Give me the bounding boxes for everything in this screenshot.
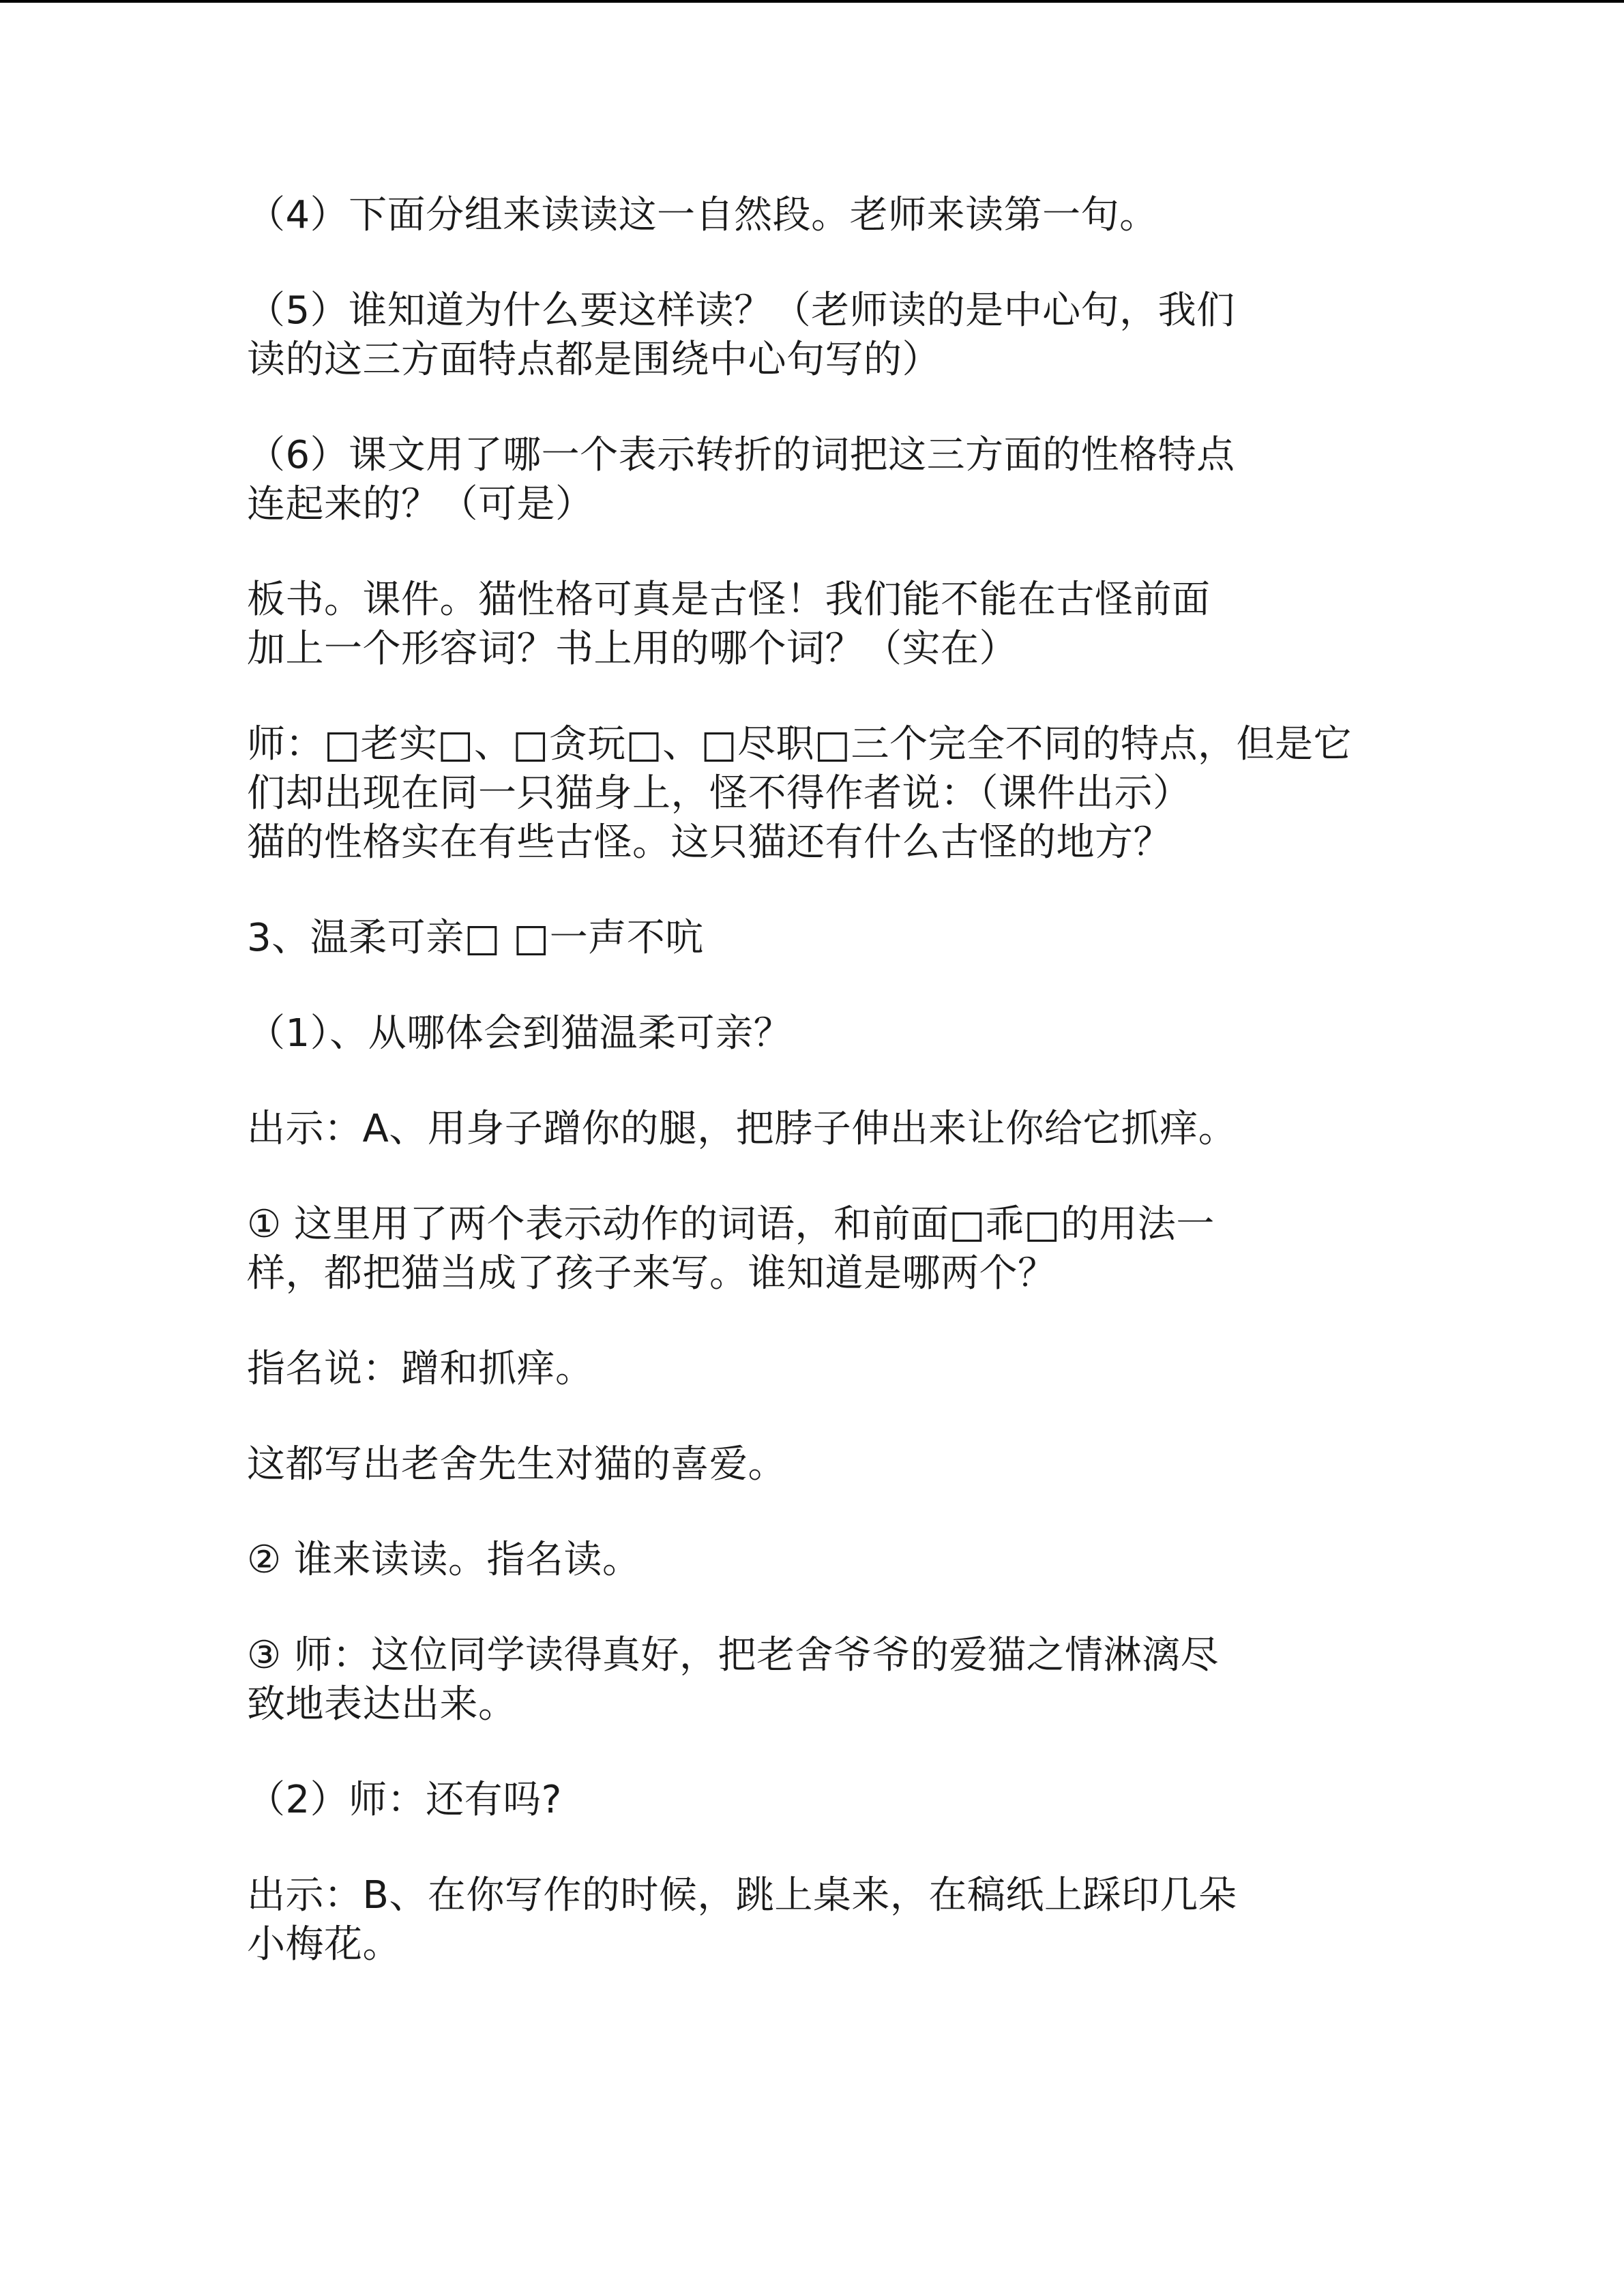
- page-top-border: [0, 0, 1624, 3]
- paragraph-6-transition-word: [247, 431, 1379, 529]
- paragraph-question-1: [247, 1009, 1379, 1058]
- section-heading-gentle: [247, 914, 1379, 963]
- text-line: （2）师：还有吗?: [247, 1778, 562, 1822]
- text-line: （6）课文用了哪一个表示转折的词把这三方面的性格特点: [247, 433, 1235, 477]
- text-line: （4）下面分组来读读这一自然段。老师来读第一句。: [247, 193, 1158, 237]
- paragraph-5-why-read: [247, 286, 1379, 385]
- text-line: （5）谁知道为什么要这样读？（老师读的是中心句，我们: [247, 288, 1235, 333]
- text-line: 出示：A、用身子蹭你的腿，把脖子伸出来让你给它抓痒。: [247, 1107, 1237, 1151]
- paragraph-point-1: [247, 1200, 1379, 1298]
- text-line: 样，都把猫当成了孩子来写。谁知道是哪两个？: [247, 1251, 1057, 1296]
- text-line: ③ 师：这位同学读得真好，把老舍爷爷的爱猫之情淋漓尽: [247, 1633, 1220, 1678]
- document-page: [247, 191, 1379, 2016]
- paragraph-4-group-reading: [247, 191, 1379, 240]
- text-line: ② 谁来读读。指名读。: [247, 1538, 641, 1582]
- paragraph-teacher-traits: [247, 720, 1379, 867]
- text-line: 出示：B、在你写作的时候，跳上桌来，在稿纸上踩印几朵: [247, 1873, 1237, 1918]
- text-line: 们却出现在同一只猫身上，怪不得作者说：（课件出示）: [247, 771, 1192, 816]
- paragraph-name-answer: [247, 1345, 1379, 1394]
- text-line: 小梅花。: [247, 1922, 401, 1967]
- paragraph-point-2: [247, 1536, 1379, 1585]
- paragraph-question-2: [247, 1776, 1379, 1825]
- text-line: 指名说：蹭和抓痒。: [247, 1347, 594, 1391]
- text-line: （1）、从哪体会到猫温柔可亲？: [247, 1011, 793, 1056]
- text-line: 3、温柔可亲□ □一声不吭: [247, 916, 704, 960]
- text-line: 这都写出老舍先生对猫的喜爱。: [247, 1442, 786, 1487]
- text-line: 致地表达出来。: [247, 1682, 517, 1727]
- text-line: 连起来的？（可是）: [247, 482, 594, 526]
- text-line: 猫的性格实在有些古怪。这只猫还有什么古怪的地方？: [247, 820, 1172, 865]
- paragraph-show-b: [247, 1871, 1379, 1969]
- text-line: 师：□老实□、□贪玩□、□尽职□三个完全不同的特点，但是它: [247, 722, 1352, 766]
- text-line: 读的这三方面特点都是围绕中心句写的）: [247, 338, 941, 382]
- paragraph-love: [247, 1440, 1379, 1489]
- text-line: 板书。课件。猫性格可真是古怪！我们能不能在古怪前面: [247, 578, 1211, 622]
- paragraph-blackboard: [247, 576, 1379, 674]
- paragraph-point-3: [247, 1631, 1379, 1729]
- text-line: 加上一个形容词？书上用的哪个词？（实在）: [247, 627, 1018, 671]
- paragraph-show-a: [247, 1105, 1379, 1154]
- text-line: ① 这里用了两个表示动作的词语，和前面□乖□的用法一: [247, 1202, 1215, 1247]
